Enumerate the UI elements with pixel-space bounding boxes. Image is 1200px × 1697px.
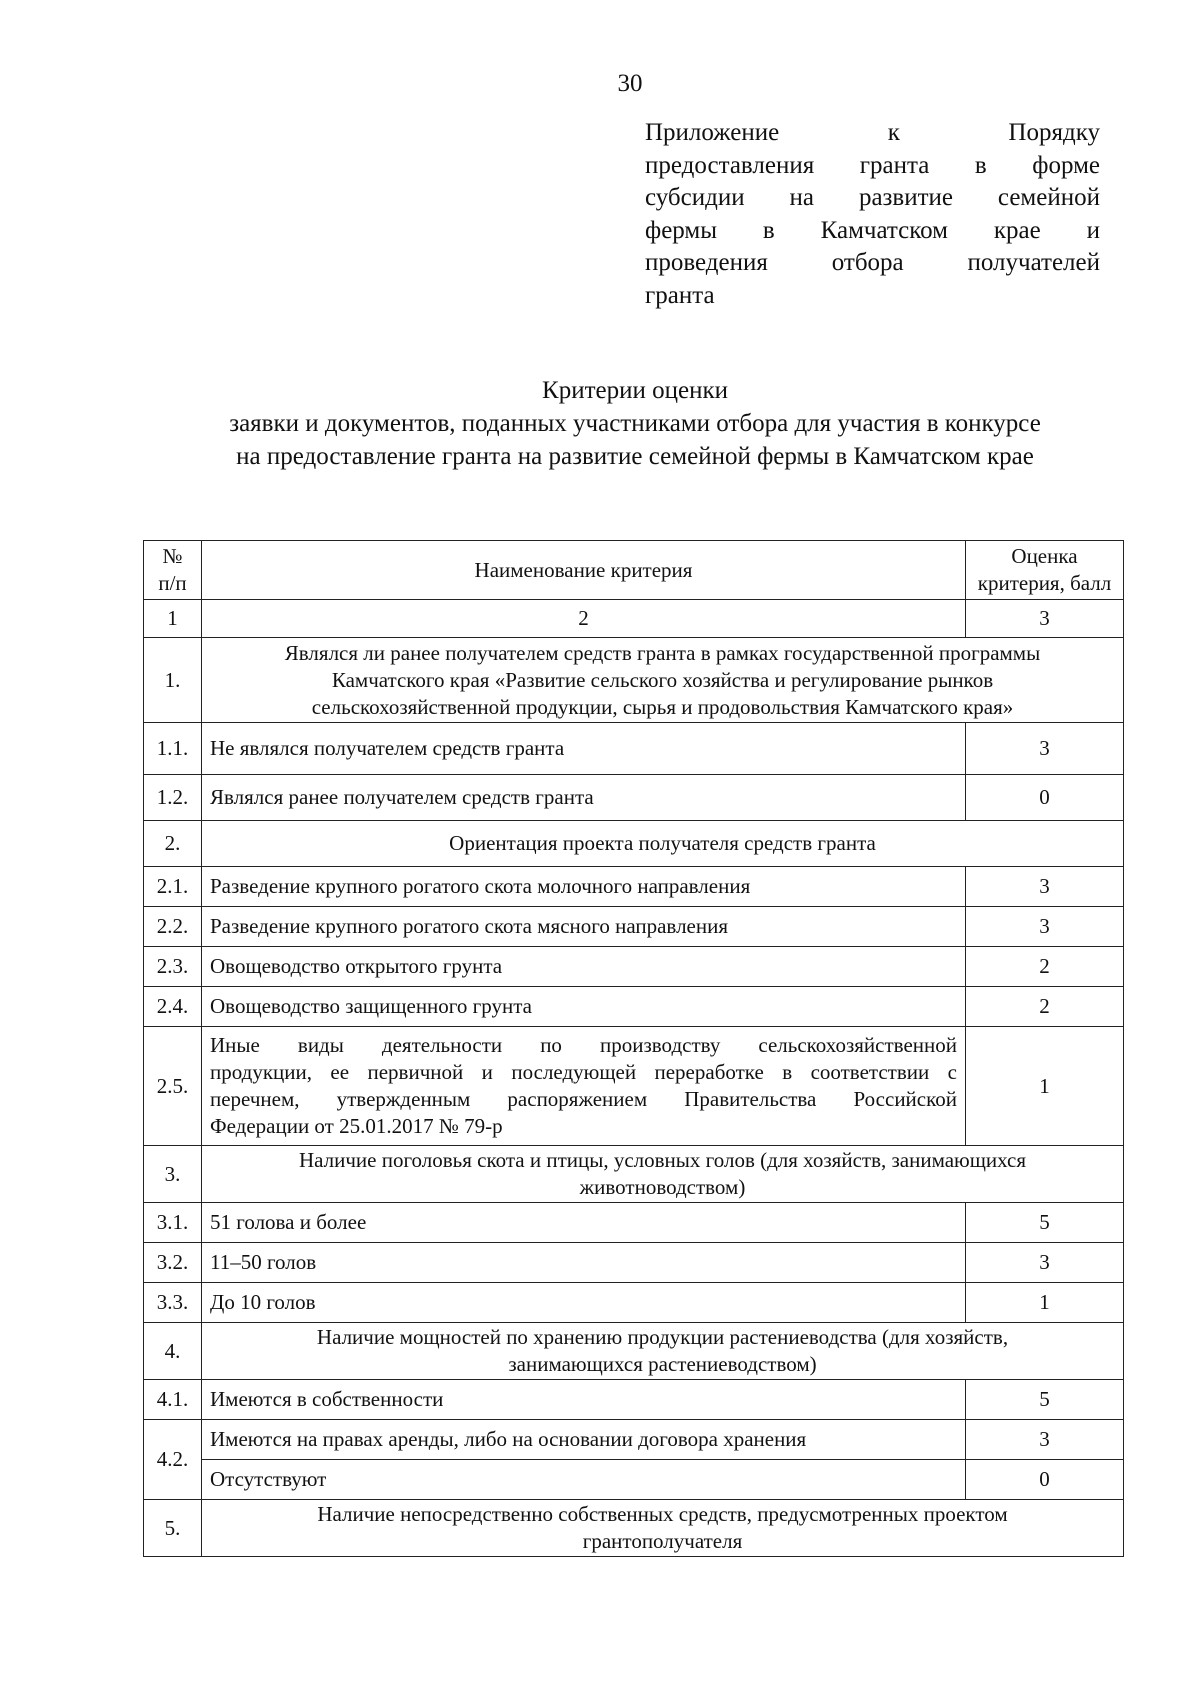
row-num: 2. <box>144 821 202 867</box>
criterion-score: 5 <box>966 1203 1124 1243</box>
appendix-line: субсидии на развитие семейной <box>645 184 1100 211</box>
criterion-name: Овощеводство защищенного грунта <box>202 987 966 1027</box>
criterion-name: Отсутствуют <box>202 1460 966 1500</box>
table-row <box>144 987 1124 1027</box>
criterion-name: Разведение крупного рогатого скота мясного направления <box>202 907 966 947</box>
table-row <box>144 1027 1124 1146</box>
row-num: 1.2. <box>144 775 202 821</box>
row-num: 3.1. <box>144 1203 202 1243</box>
criterion-name: До 10 голов <box>202 1283 966 1323</box>
table-row <box>144 1146 1124 1203</box>
table-row <box>144 638 1124 723</box>
row-num: 2.1. <box>144 867 202 907</box>
title-line: Критерии оценки <box>542 377 728 404</box>
table-row <box>144 1203 1124 1243</box>
criterion-name: Овощеводство открытого грунта <box>202 947 966 987</box>
heading-line: животноводством) <box>579 1175 746 1199</box>
criterion-score: 1 <box>966 1283 1124 1323</box>
row-num: 5. <box>144 1500 202 1557</box>
table-row <box>144 1460 1124 1500</box>
criterion-score: 3 <box>966 867 1124 907</box>
section-heading <box>202 1500 1124 1557</box>
heading-line: Наличие непосредственно собственных средств, предусмотренных проектом <box>317 1502 1008 1526</box>
row-num: 2.4. <box>144 987 202 1027</box>
table-row <box>144 1323 1124 1380</box>
header-score-line: критерия, балл <box>977 571 1112 595</box>
section-heading <box>202 1146 1124 1203</box>
heading-line: грантополучателя <box>582 1529 743 1553</box>
criterion-name: Имеются в собственности <box>202 1380 966 1420</box>
row-num: 3.2. <box>144 1243 202 1283</box>
table-row <box>144 775 1124 821</box>
criterion-line: продукции, ее первичной и последующей переработке в соответствии с <box>210 1060 957 1084</box>
row-num: 3. <box>144 1146 202 1203</box>
table-row <box>144 821 1124 867</box>
table-row <box>144 1283 1124 1323</box>
criteria-table <box>143 540 1124 1557</box>
table-index-row <box>144 600 1124 638</box>
index-cell: 2 <box>202 600 966 638</box>
criterion-line: перечнем, утвержденным распоряжением Правительства Российской <box>210 1087 957 1111</box>
table-row <box>144 907 1124 947</box>
section-heading <box>202 1323 1124 1380</box>
criterion-name: Являлся ранее получателем средств гранта <box>202 775 966 821</box>
row-num: 2.3. <box>144 947 202 987</box>
criterion-score: 2 <box>966 947 1124 987</box>
title-line: заявки и документов, поданных участниками отбора для участия в конкурсе <box>229 410 1041 437</box>
criterion-score: 0 <box>966 775 1124 821</box>
index-cell: 3 <box>966 600 1124 638</box>
row-num: 2.2. <box>144 907 202 947</box>
criterion-score: 3 <box>966 1243 1124 1283</box>
criterion-name: 51 голова и более <box>202 1203 966 1243</box>
header-score-line: Оценка <box>1011 544 1078 568</box>
index-cell: 1 <box>144 600 202 638</box>
table-row <box>144 947 1124 987</box>
heading-line: занимающихся растениеводством) <box>508 1352 817 1376</box>
appendix-line: гранта <box>645 281 715 309</box>
criterion-score: 3 <box>966 907 1124 947</box>
row-num: 1. <box>144 638 202 723</box>
criterion-name: Не являлся получателем средств гранта <box>202 723 966 775</box>
header-name: Наименование критерия <box>202 541 966 600</box>
criterion-score: 1 <box>966 1027 1124 1146</box>
heading-line: сельскохозяйственной продукции, сырья и продовольствия Камчатского края» <box>311 694 1014 719</box>
heading-line: Являлся ли ранее получателем средств гранта в рамках государственной программы <box>284 640 1041 665</box>
row-num: 2.5. <box>144 1027 202 1146</box>
header-num <box>144 541 202 600</box>
row-num: 1.1. <box>144 723 202 775</box>
header-num-line: п/п <box>158 571 187 595</box>
criterion-score: 5 <box>966 1380 1124 1420</box>
appendix-line: фермы в Камчатском крае и <box>645 216 1100 244</box>
criterion-name: 11–50 голов <box>202 1243 966 1283</box>
section-heading <box>202 638 1124 723</box>
table-header-row <box>144 541 1124 600</box>
header-score <box>966 541 1124 600</box>
appendix-line: проведения отбора получателей <box>645 249 1100 276</box>
criterion-score: 2 <box>966 987 1124 1027</box>
criterion-score: 3 <box>966 723 1124 775</box>
table-row <box>144 723 1124 775</box>
criterion-name: Имеются на правах аренды, либо на основании договора хранения <box>202 1420 966 1460</box>
table-row <box>144 1243 1124 1283</box>
table-row <box>144 1500 1124 1557</box>
heading-line: Наличие мощностей по хранению продукции растениеводства (для хозяйств, <box>316 1325 1009 1349</box>
criterion-line: Федерации от 25.01.2017 № 79-р <box>210 1114 503 1138</box>
criterion-name: Разведение крупного рогатого скота молочного направления <box>202 867 966 907</box>
criterion-score: 3 <box>966 1420 1124 1460</box>
criterion-score: 0 <box>966 1460 1124 1500</box>
header-num-line: № <box>162 544 183 568</box>
title-line: на предоставление гранта на развитие семейной фермы в Камчатском крае <box>236 443 1034 470</box>
page-number: 30 <box>617 70 643 97</box>
row-num: 4.1. <box>144 1380 202 1420</box>
row-num: 4. <box>144 1323 202 1380</box>
appendix-line: Приложение к Порядку <box>645 119 1100 146</box>
criterion-name <box>202 1027 966 1146</box>
table-row <box>144 867 1124 907</box>
table-row <box>144 1380 1124 1420</box>
row-num: 3.3. <box>144 1283 202 1323</box>
criterion-line: Иные виды деятельности по производству сельскохозяйственной <box>210 1033 957 1057</box>
section-heading: Ориентация проекта получателя средств гранта <box>202 821 1124 867</box>
document-title <box>130 374 1140 473</box>
heading-line: Наличие поголовья скота и птицы, условных голов (для хозяйств, занимающихся <box>298 1148 1027 1172</box>
appendix-line: предоставления гранта в форме <box>645 151 1100 179</box>
row-num: 4.2. <box>144 1420 202 1500</box>
appendix-note <box>645 117 1100 312</box>
heading-line: Камчатского края «Развитие сельского хозяйства и регулирование рынков <box>331 667 994 692</box>
table-row <box>144 1420 1124 1460</box>
